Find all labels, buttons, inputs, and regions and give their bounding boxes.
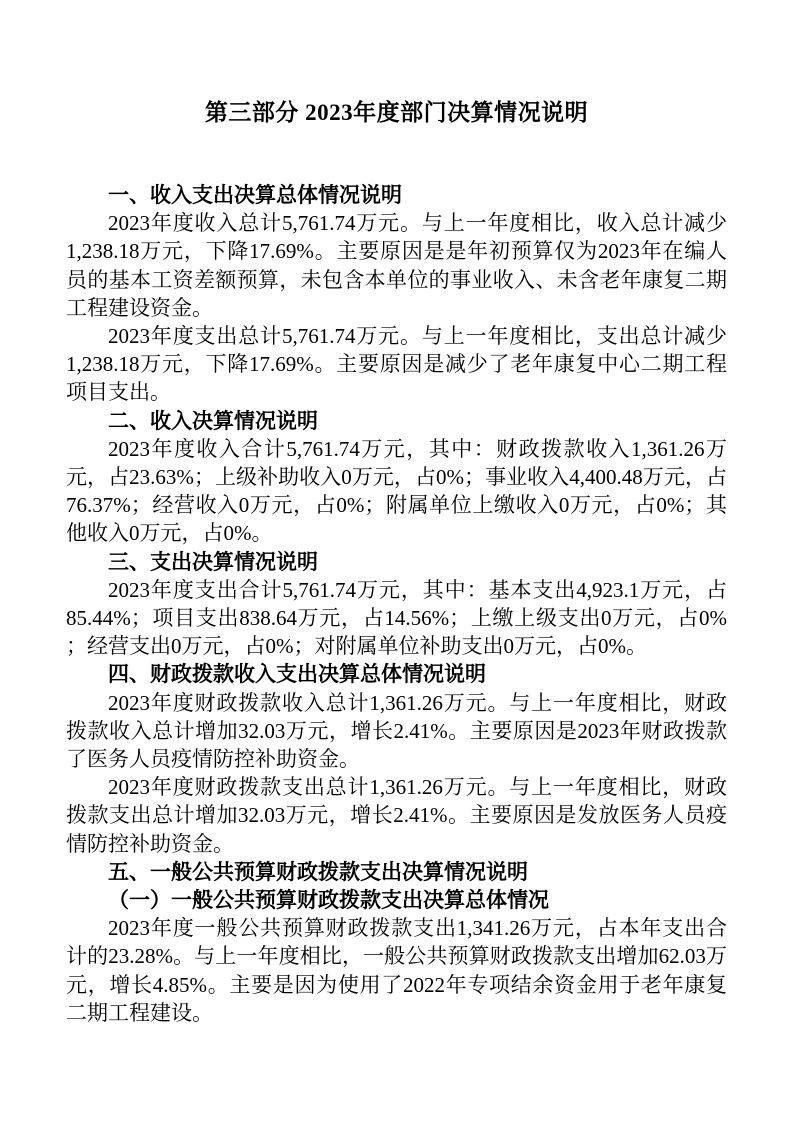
paragraph-fiscal-expense: 2023年度财政拨款支出总计1,361.26万元。与上一年度相比，财政拨款支出总计增加32.03万元，增长2.41%。主要原因是发放医务人员疫情防控补助资金。 [66, 775, 727, 856]
paragraph-income-expense-total-2: 2023年度支出总计5,761.74万元。与上一年度相比，支出总计减少1,238.18万元，下降17.69%。主要原因是减少了老年康复中心二期工程项目支出。 [66, 324, 727, 405]
paragraph-income-detail: 2023年度收入合计5,761.74万元，其中：财政拨款收入1,361.26万元，占23.63%；上级补助收入0万元，占0%；事业收入4,400.48万元，占76.37%；经营收入0万元，占0%；附属单位上缴收入0万元，占0%；其他收入0万元，占0%。 [66, 436, 727, 546]
section-heading-2: 二、收入决算情况说明 [108, 408, 318, 433]
paragraph-expense-detail: 2023年度支出合计5,761.74万元，其中：基本支出4,923.1万元，占85.44%；项目支出838.64万元，占14.56%；上缴上级支出0万元，占0%；经营支出0万元，占0%；对附属单位补助支出0万元，占0%。 [66, 577, 727, 659]
document-body [66, 181, 727, 1027]
section-heading-1: 一、收入支出决算总体情况说明 [108, 183, 402, 207]
subsection-heading-5-1: （一）一般公共预算财政拨款支出决算总体情况 [108, 888, 549, 913]
section-heading-4: 四、财政拨款收入支出决算总体情况说明 [108, 662, 486, 687]
paragraph-general-public-budget: 2023年度一般公共预算财政拨款支出1,341.26万元，占本年支出合计的23.28%。与上一年度相比，一般公共预算财政拨款支出增加62.03万元，增长4.85%。主要是因为使用了2022年专项结余资金用于老年康复二期工程建设。 [66, 916, 727, 1025]
paragraph-income-expense-total-1: 2023年度收入总计5,761.74万元。与上一年度相比，收入总计减少1,238.18万元，下降17.69%。主要原因是是年初预算仅为2023年在编人员的基本工资差额预算，未包含本单位的事业收入、未含老年康复二期工程建设资金。 [66, 211, 727, 320]
section-heading-3: 三、支出决算情况说明 [108, 549, 318, 574]
paragraph-fiscal-income: 2023年度财政拨款收入总计1,361.26万元。与上一年度相比，财政拨款收入总计增加32.03万元，增长2.41%。主要原因是2023年财政拨款了医务人员疫情防控补助资金。 [66, 690, 727, 772]
section-heading-5: 五、一般公共预算财政拨款支出决算情况说明 [108, 859, 528, 884]
document-title: 第三部分 2023年度部门决算情况说明 [204, 100, 589, 125]
